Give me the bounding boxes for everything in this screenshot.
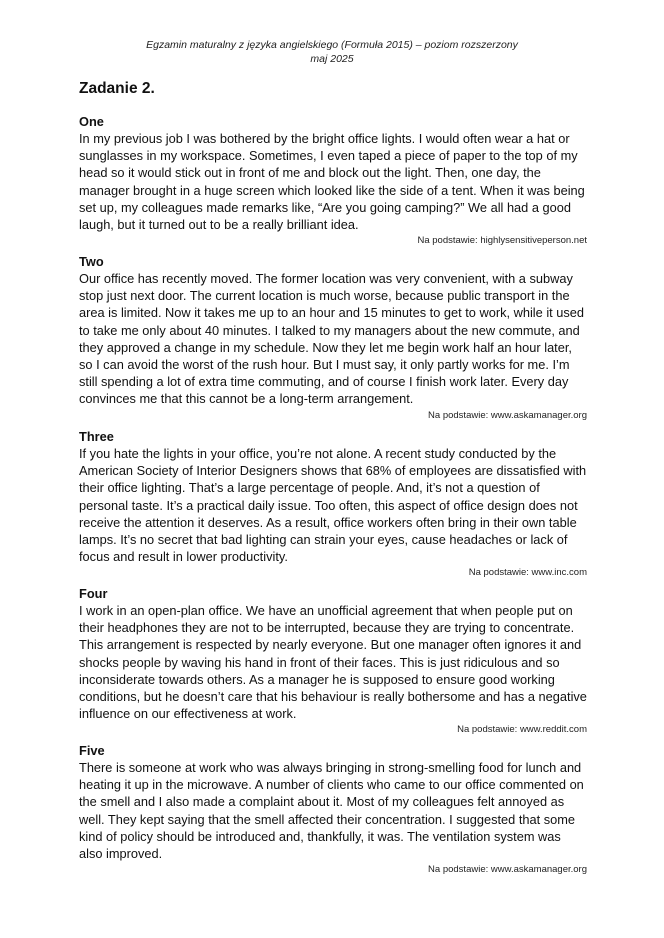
- text-sections: [79, 113, 587, 876]
- section-text: There is someone at work who was always bringing in strong-smelling food for lunch and heating it up in the microwave. A number of clients who came to our office commented on the smell and I also made a complaint about it. Most of my colleagues felt annoyed as well. They kept saying that the smell affected their concentration. I suggested that some kind of policy should be introduced and, thankfully, it was. The ventilation system was also improved.: [79, 760, 584, 862]
- section-four: [79, 585, 587, 742]
- section-three: [79, 428, 587, 585]
- section-source: Na podstawie: www.inc.com: [468, 567, 587, 579]
- section-heading: One: [79, 114, 104, 129]
- section-text: I work in an open-plan office. We have an unofficial agreement that when people put on their headphones they are not to be interrupted, because they are trying to concentrate. This arrangement is respected by nearly everyone. But one manager often ignores it and shocks people by waving his hand in front of their faces. This is just ridiculous and so inconsiderate towards others. As a manager he is supposed to ensure good working conditions, but he doesn’t care that his behaviour is really bothersome and has a negative influence on our effectiveness at work.: [79, 603, 587, 722]
- section-source: Na podstawie: www.askamanager.org: [428, 409, 587, 421]
- section-text: Our office has recently moved. The former location was very convenient, with a subway stop just next door. The current location is much worse, because public transport in the area is limited. Now it takes me up to an hour and 15 minutes to get to work, while it used to take me only about 40 minutes. I talked to my managers about the new commute, and they approved a change in my schedule. Now they let me begin work half an hour later, so I can avoid the worst of the rush hour. But I must say, it only partly works for me. I’m still spending a lot of extra time commuting, and of course I finish work later. Every day convinces me that this cannot be a long-term arrangement.: [79, 271, 585, 407]
- exam-header-title: Egzamin maturalny z języka angielskiego (Formuła 2015) – poziom rozszerzony: [146, 39, 518, 51]
- section-heading: Five: [79, 743, 105, 758]
- section-heading: Three: [79, 429, 114, 444]
- exam-header-date: maj 2025: [310, 53, 354, 65]
- section-text: If you hate the lights in your office, you’re not alone. A recent study conducted by the American Society of Interior Designers shows that 68% of employees are dissatisfied with their office lighting. That’s a large percentage of people. And, it’s not a question of personal taste. It’s a practical daily issue. Too often, this aspect of office design does not receive the attention it deserves. As a result, office workers often bring in their own table lamps. It’s no secret that bad lighting can strain your eyes, cause headaches or lack of focus and result in lower productivity.: [79, 446, 587, 565]
- section-two: [79, 253, 587, 428]
- section-source: Na podstawie: www.reddit.com: [457, 724, 587, 736]
- section-heading: Four: [79, 586, 108, 601]
- task-title: Zadanie 2.: [79, 80, 155, 97]
- section-source: Na podstawie: highlysensitiveperson.net: [417, 235, 587, 247]
- exam-header: [0, 38, 664, 66]
- section-heading: Two: [79, 254, 104, 269]
- section-source: Na podstawie: www.askamanager.org: [428, 864, 587, 876]
- section-text: In my previous job I was bothered by the bright office lights. I would often wear a hat or sunglasses in my workspace. Sometimes, I even taped a piece of paper to the top of my head so it would stick out in front of me and block out the light. Then, one day, the manager brought in a huge screen which looked like the side of a tent. When it was being set up, my colleagues made remarks like, “Are you going camping?” We all had a good laugh, but it turned out to be a really brilliant idea.: [79, 131, 585, 233]
- section-one: [79, 113, 587, 253]
- section-five: [79, 742, 587, 876]
